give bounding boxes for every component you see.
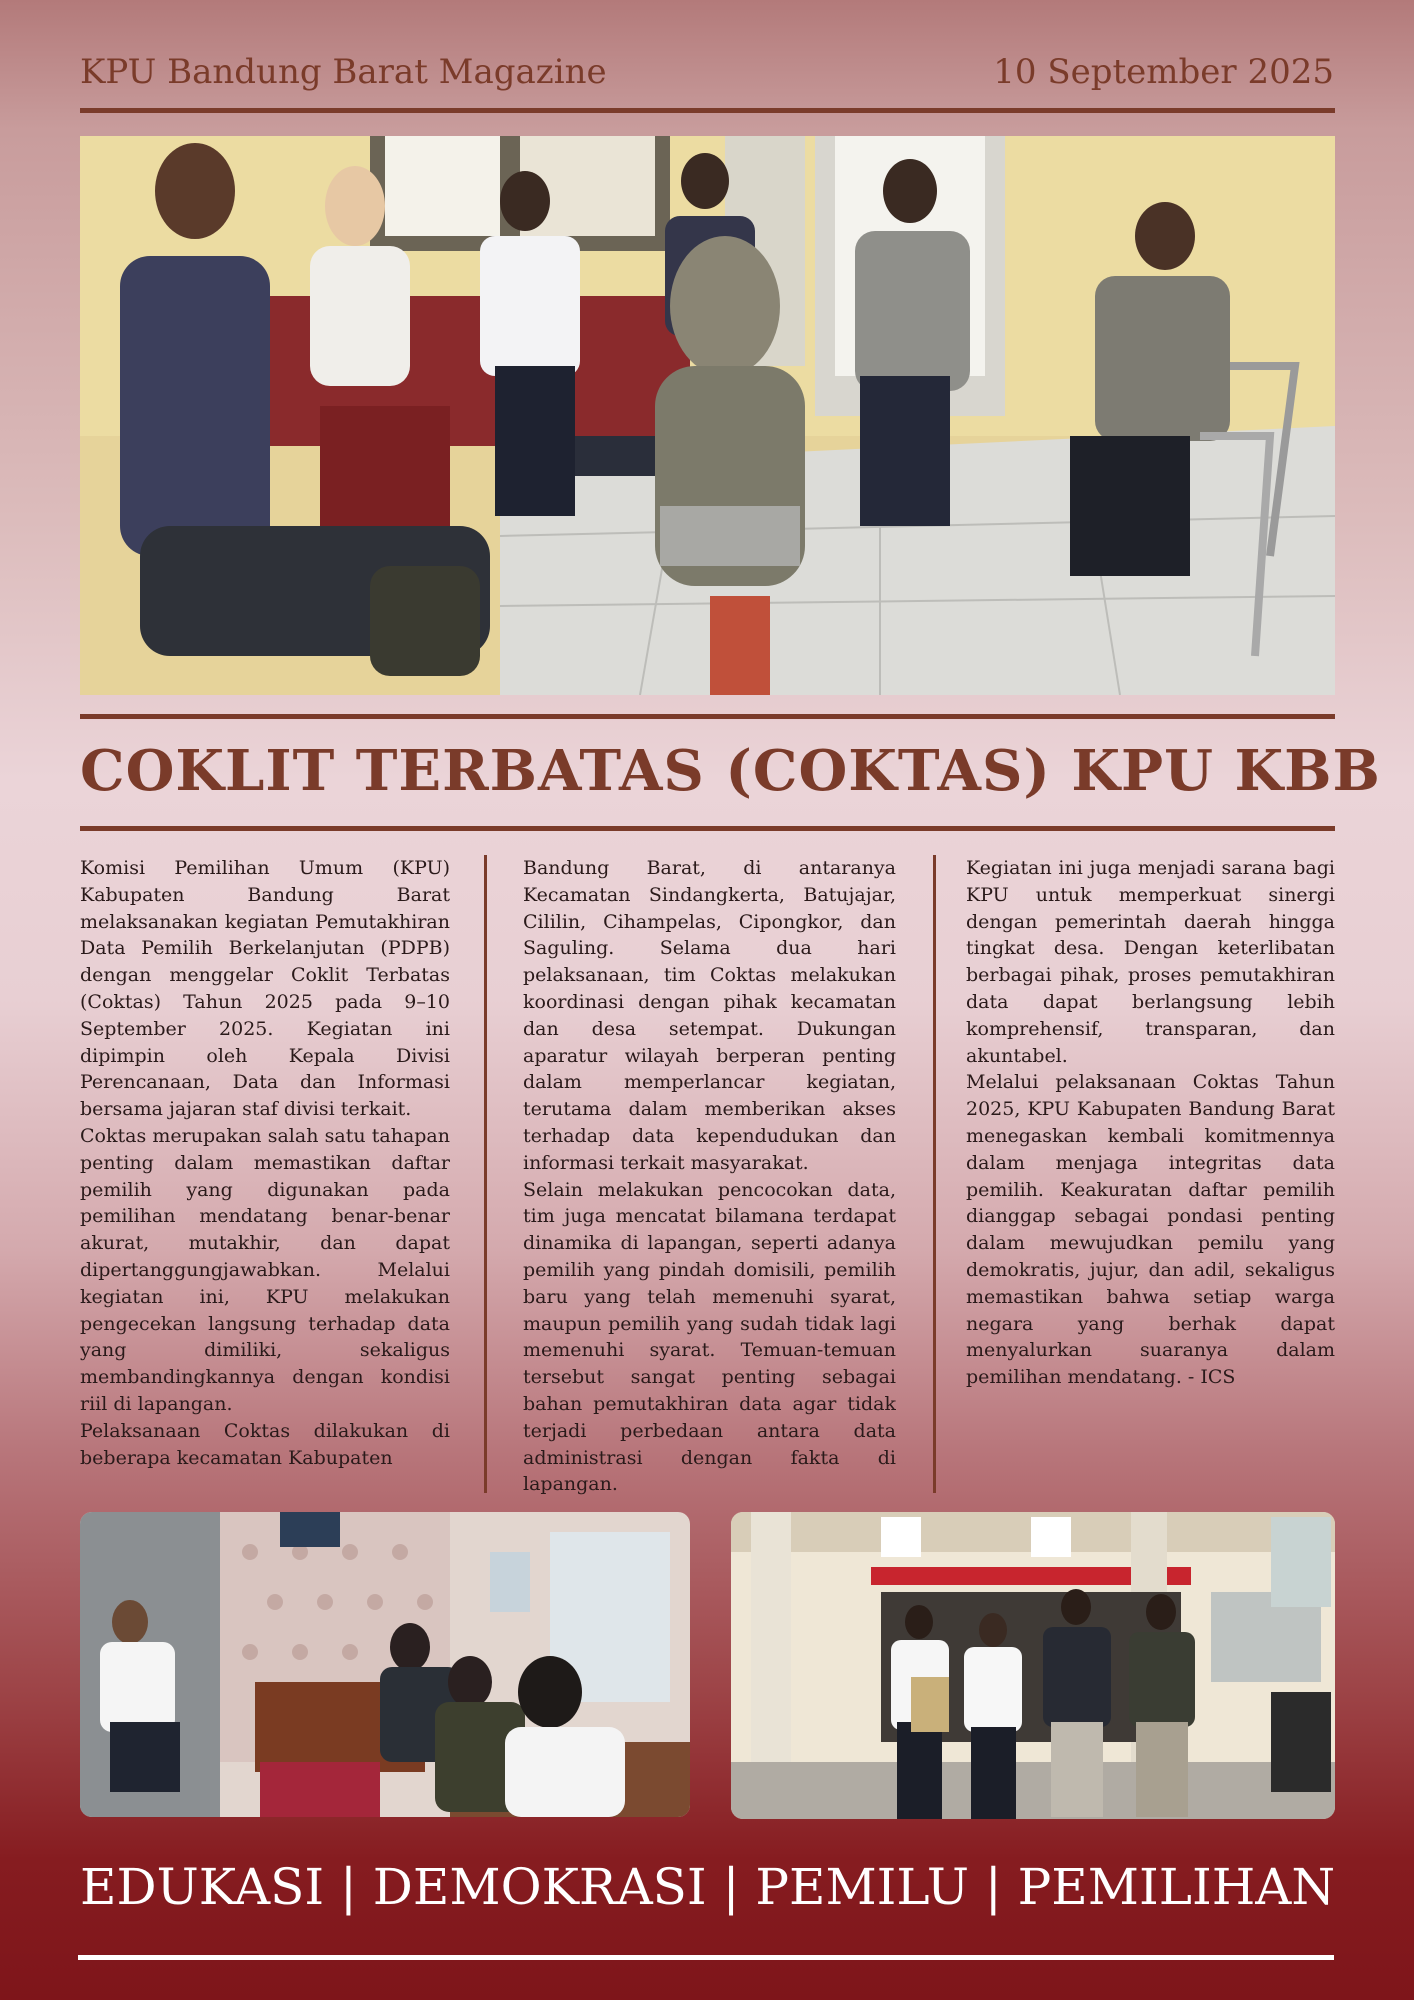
masthead-divider <box>80 108 1335 113</box>
column-divider <box>933 855 936 1493</box>
footer-tagline: EDUKASI | DEMOKRASI | PEMILU | PEMILIHAN <box>80 1858 1336 1916</box>
paragraph: Selain melakukan pencocokan data, tim juga mencatat bilamana terdapat dinamika di lapangan, seperti adanya pemilih yang pindah domisili, pemilih baru yang telah memenuhi syarat, maupun pemilih yang sudah tidak lagi memenuhi syarat. Temuan-temuan tersebut sangat penting sebagai bahan pemutakhiran data agar tidak terjadi perbedaan antara data administrasi dengan fakta di lapangan. <box>523 1178 896 1495</box>
issue-date: 10 September 2025 <box>993 52 1334 92</box>
article-headline: COKLIT TERBATAS (COKTAS) KPU KBB <box>80 738 1381 804</box>
article-column-3 <box>966 855 1335 1495</box>
footer-rule <box>78 1955 1334 1960</box>
headline-rule-top <box>80 714 1335 719</box>
column-divider <box>484 855 487 1493</box>
paragraph: Bandung Barat, di antaranya Kecamatan Sindangkerta, Batujajar, Cililin, Cihampelas, Cipongkor, dan Saguling. Selama dua hari pelaksanaan, tim Coktas melakukan koordinasi dengan pihak kecamatan dan desa setempat. Dukungan aparatur wilayah berperan penting dalam memperlancar kegiatan, terutama dalam memberikan akses terhadap data kependudukan dan informasi terkait masyarakat. <box>523 857 896 1174</box>
publication-name: KPU Bandung Barat Magazine <box>80 52 607 92</box>
paragraph: Coktas merupakan salah satu tahapan penting dalam memastikan daftar pemilih yang digunakan pada pemilihan mendatang benar-benar akurat, mutakhir, dan dapat dipertanggungjawabkan. Melalui kegiatan ini, KPU melakukan pengecekan langsung terhadap data yang dimiliki, sekaligus membandingkannya dengan kondisi riil di lapangan. <box>80 1124 450 1415</box>
paragraph: Pelaksanaan Coktas dilakukan di beberapa kecamatan Kabupaten <box>80 1419 450 1469</box>
photo-office-visit <box>80 1512 690 1817</box>
photo-group-outside <box>731 1512 1335 1819</box>
paragraph: Komisi Pemilihan Umum (KPU) Kabupaten Bandung Barat melaksanakan kegiatan Pemutakhiran Data Pemilih Berkelanjutan (PDPB) dengan menggelar Coklit Terbatas (Coktas) Tahun 2025 pada 9–10 September 2025. Kegiatan ini dipimpin oleh Kepala Divisi Perencanaan, Data dan Informasi bersama jajaran staf divisi terkait. <box>80 857 450 1121</box>
article-column-2 <box>523 855 896 1495</box>
paragraph: Kegiatan ini juga menjadi sarana bagi KPU untuk memperkuat sinergi dengan pemerintah daerah hingga tingkat desa. Dengan keterlibatan berbagai pihak, proses pemutakhiran data dapat berlangsung lebih komprehensif, transparan, dan akuntabel. <box>966 857 1335 1067</box>
article-column-1 <box>80 855 450 1495</box>
hero-photo-meeting <box>80 136 1335 695</box>
headline-rule-bottom <box>80 826 1335 831</box>
paragraph: Melalui pelaksanaan Coktas Tahun 2025, KPU Kabupaten Bandung Barat menegaskan kembali komitmennya dalam menjaga integritas data pemilih. Keakuratan daftar pemilih dianggap sebagai pondasi penting dalam mewujudkan pemilu yang demokratis, jujur, dan adil, sekaligus memastikan bahwa setiap warga negara yang berhak dapat menyalurkan suaranya dalam pemilihan mendatang. - ICS <box>966 1071 1335 1389</box>
